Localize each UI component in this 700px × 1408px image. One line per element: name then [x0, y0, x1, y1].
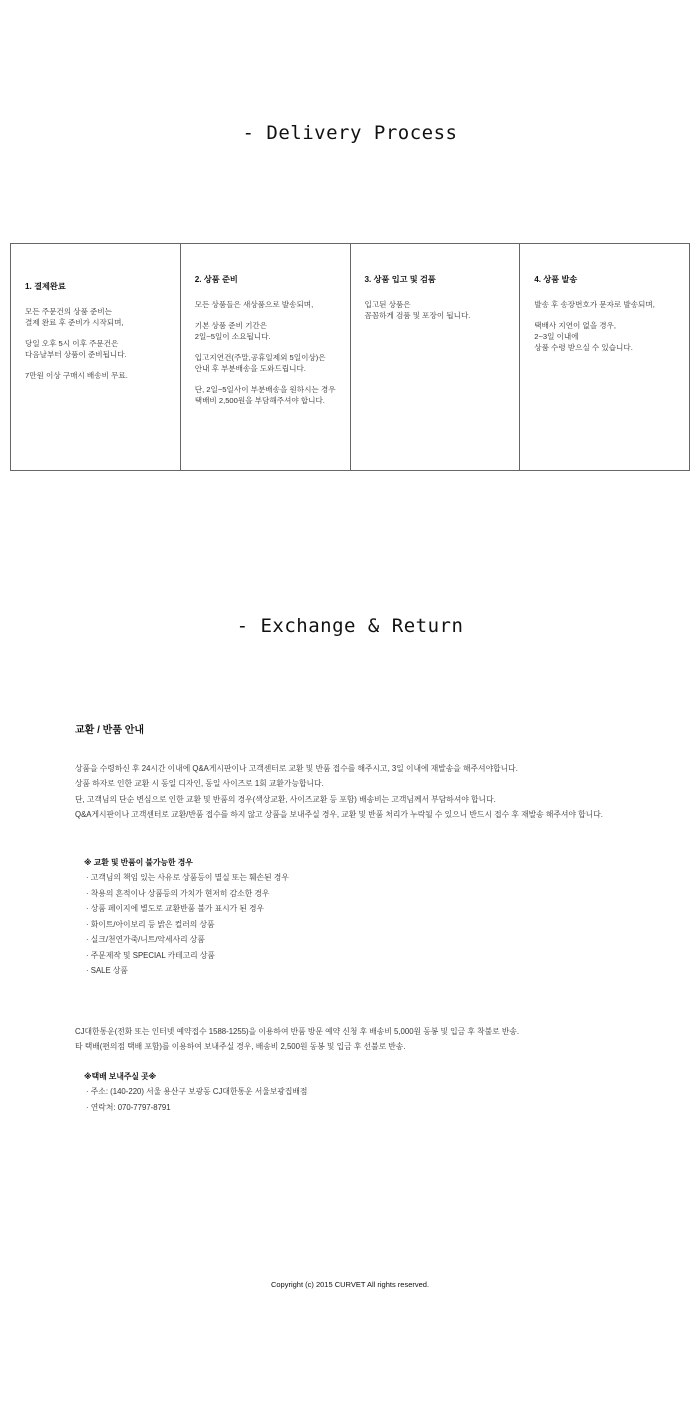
step-shipping [520, 244, 689, 470]
contact-line: · 연락처: 070-7797-8791 [86, 1102, 171, 1112]
step-title: 3. 상품 입고 및 검품 [364, 275, 436, 284]
not-allowed-block [75, 855, 675, 979]
step-title: 2. 상품 준비 [194, 275, 238, 284]
intro-line: Q&A게시판이나 고객센터로 교환/반품 접수를 하지 않고 상품을 보내주실 경우, 교환 및 반품 처리가 누락될 수 있으니 반드시 접수 후 재발송 해주셔야 합니다. [75, 810, 603, 819]
intro-line: 단, 고객님의 단순 변심으로 인한 교환 및 반품의 경우(색상교환, 사이즈교환 등 포함) 배송비는 고객님께서 부담하셔야 합니다. [75, 794, 496, 804]
address-title: ※택배 보내주실 곳※ [84, 1071, 157, 1081]
not-allowed-item: · 화이트/아이보리 등 밝은 컬러의 상품 [86, 919, 215, 929]
not-allowed-item: · 고객님의 책임 있는 사유로 상품등이 멸실 또는 훼손된 경우 [86, 873, 289, 882]
exchange-intro [75, 761, 675, 823]
step-text: 기본 상품 준비 기간은 2일~5일이 소요됩니다. [194, 321, 271, 341]
copyright: Copyright (c) 2015 CURVET All rights reserved. [270, 1280, 430, 1289]
step-text: 7만원 이상 구매시 배송비 무료. [25, 371, 128, 380]
exchange-heading: 교환 / 반품 안내 [75, 725, 145, 736]
step-product-preparation [181, 244, 351, 470]
exchange-section-title: - Exchange & Return [236, 615, 464, 637]
not-allowed-item: · 착용의 흔적이나 상품등의 가치가 현저히 감소한 경우 [86, 888, 270, 898]
courier-line: 타 택배(편의점 택배 포함)를 이용하여 보내주실 경우, 배송비 2,500원 동봉 및 입금 후 선불로 반송. [75, 1042, 406, 1051]
not-allowed-item: · 상품 페이지에 별도로 교환반품 불가 표시가 된 경우 [86, 904, 265, 913]
exchange-return-content [75, 723, 675, 1115]
step-inspection [351, 244, 521, 470]
step-text: 입고된 상품은 꼼꼼하게 검품 및 포장이 됩니다. [364, 300, 471, 320]
courier-line: CJ대한통운(전화 또는 인터넷 예약접수 1588-1255)을 이용하여 반품 방문 예약 신청 후 배송비 5,000원 동봉 및 입금 후 착불로 반송. [75, 1026, 520, 1036]
delivery-section-title: - Delivery Process [242, 122, 458, 144]
not-allowed-title: ※ 교환 및 반품이 불가능한 경우 [84, 857, 193, 867]
step-text: 입고지연건(주말,공휴일제외 5일이상)은 안내 후 부분배송을 도와드립니다. [194, 353, 326, 373]
step-text: 단, 2일~5일사이 부분배송을 원하시는 경우 택배비 2,500원을 부담해주셔야 합니다. [194, 385, 336, 405]
step-title: 1. 결제완료 [25, 282, 66, 291]
not-allowed-item: · SALE 상품 [86, 966, 128, 975]
step-payment-complete [11, 244, 181, 470]
delivery-process-table [10, 243, 690, 471]
return-address-block [75, 1069, 675, 1116]
address-line: · 주소: (140-220) 서울 용산구 보광동 CJ대한통운 서울보광집배점 [86, 1087, 308, 1096]
not-allowed-item: · 실크/천연가죽/니트/악세사리 상품 [86, 935, 205, 944]
step-text: 발송 후 송장번호가 문자로 발송되며, [534, 300, 655, 309]
intro-line: 상품을 수령하신 후 24시간 이내에 Q&A게시판이나 고객센터로 교환 및 반품 접수를 해주시고, 3일 이내에 재발송을 해주셔야합니다. [75, 763, 518, 773]
courier-info [75, 1024, 675, 1055]
step-title: 4. 상품 발송 [534, 275, 578, 284]
step-text: 택배사 지연이 없을 경우, 2~3일 이내에 상품 수령 받으실 수 있습니다. [534, 321, 633, 352]
not-allowed-item: · 주문제작 및 SPECIAL 카테고리 상품 [86, 950, 215, 960]
step-text: 모든 주문건의 상품 준비는 결제 완료 후 준비가 시작되며, [25, 307, 124, 327]
intro-line: 상품 하자로 인한 교환 시 동일 디자인, 동일 사이즈로 1회 교환가능합니다. [75, 779, 324, 788]
step-text: 모든 상품들은 새상품으로 발송되며, [194, 300, 314, 309]
step-text: 당일 오후 5시 이후 주문건은 다음날부터 상품이 준비됩니다. [25, 339, 127, 359]
